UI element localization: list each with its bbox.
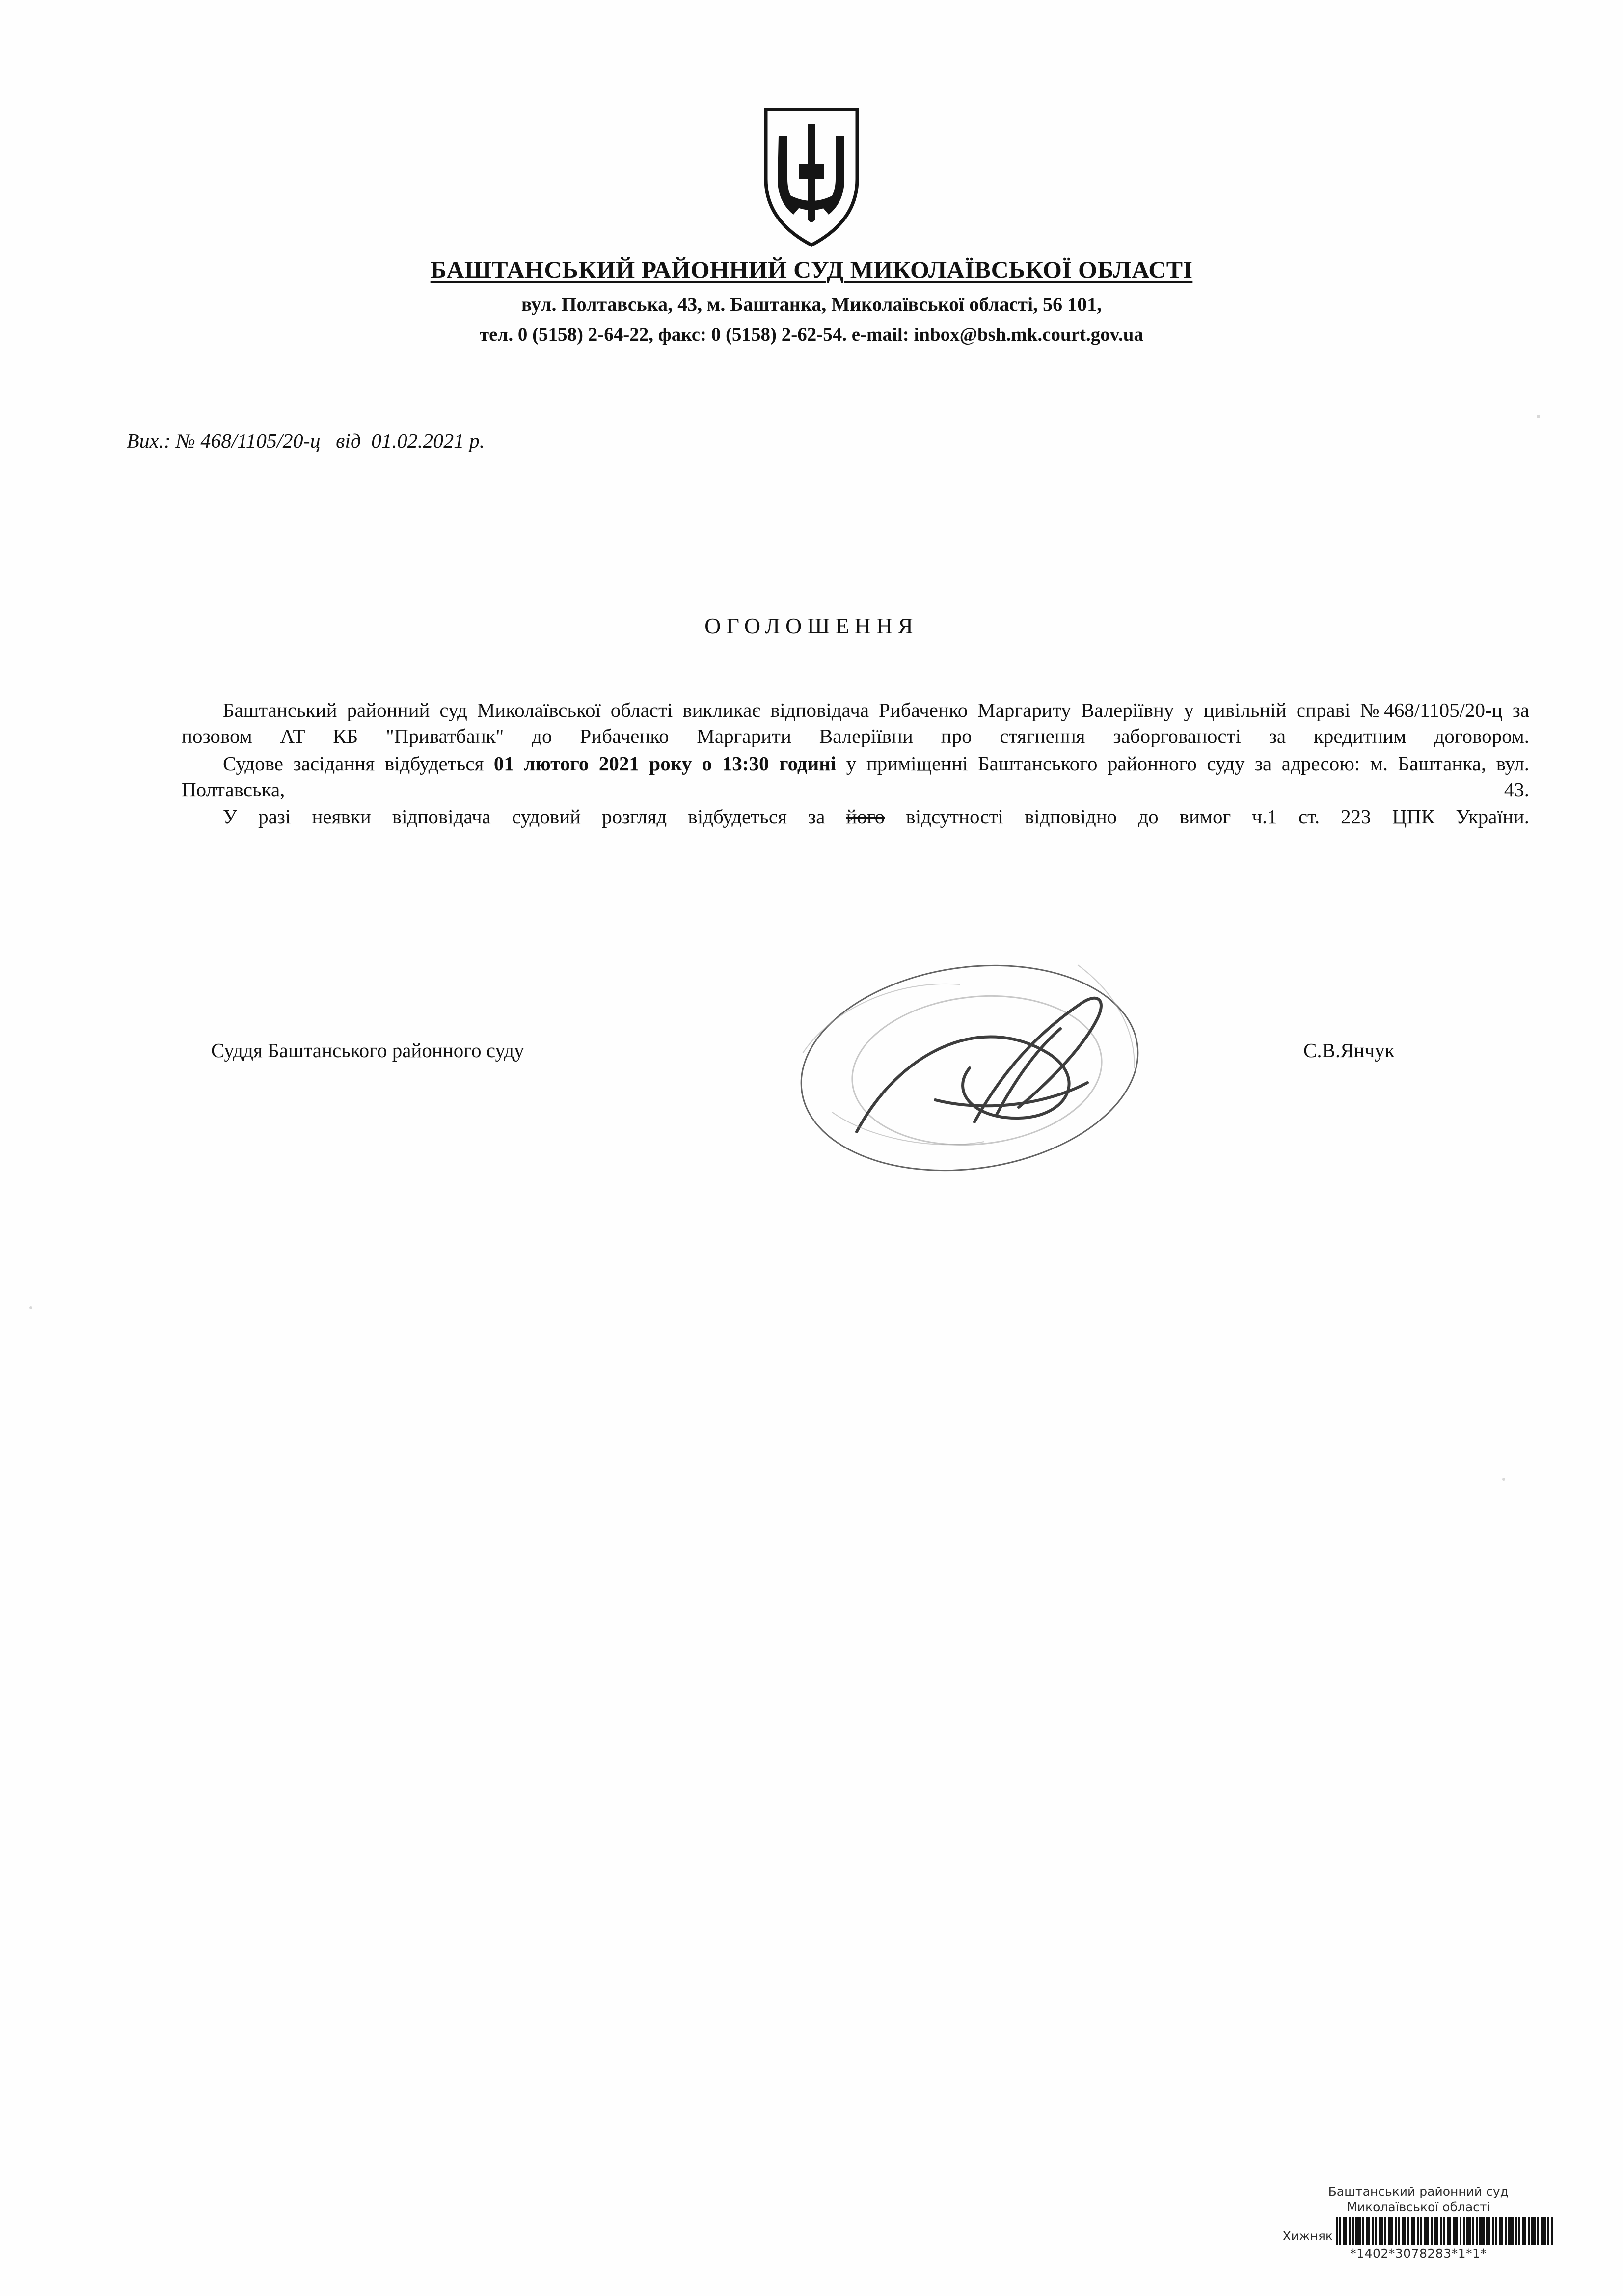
document-body [182, 697, 1529, 831]
absence-tail: відсутності відповідно до вимог ч.1 ст. 223 ЦПК України. [885, 805, 1529, 828]
emblem-container [0, 106, 1623, 248]
handwritten-signature-icon [773, 906, 1200, 1220]
signatory-title: Суддя Баштанського районного суду [211, 1039, 524, 1062]
paragraph-summons: Баштанський районний суд Миколаївської області викликає відповідача Рибаченко Маргариту Валеріївну у цивільній справі №468/1105/20-ц за позовом АТ КБ "Приватбанк" до Рибаченко Маргарити Валеріївни про стягнення заборгованості за кредитним договором. [182, 699, 1529, 748]
barcode-row [1283, 2217, 1554, 2245]
outgoing-reference: Вих.: № 468/1105/20-ц від 01.02.2021 р. [127, 430, 485, 453]
court-name: БАШТАНСЬКИЙ РАЙОННИЙ СУД МИКОЛАЇВСЬКОЇ ОБЛАСТІ [430, 256, 1193, 283]
absence-struck-word: його [846, 805, 885, 828]
barcode-number: *1402*3078283*1*1* [1350, 2246, 1487, 2261]
court-header [0, 255, 1623, 346]
footer-stamp [1283, 2184, 1554, 2261]
court-contacts: тел. 0 (5158) 2-64-22, факс: 0 (5158) 2-62-54. e-mail: inbox@bsh.mk.court.gov.ua [479, 324, 1144, 345]
page-title: ОГОЛОШЕННЯ [704, 613, 919, 638]
stamp-court-name: Баштанський районний суд [1328, 2184, 1509, 2199]
court-address: вул. Полтавська, 43, м. Баштанка, Миколаївської області, 56 101, [521, 293, 1102, 315]
hearing-tail: у приміщенні Баштанського районного суду за адресою: м. Баштанка, вул. Полтавська, 43. [182, 752, 1530, 801]
barcode-icon [1336, 2217, 1554, 2245]
absence-lead: У разі неявки відповідача судовий розгляд відбудеться за [223, 805, 846, 828]
hearing-lead: Судове засідання відбудеться [223, 752, 494, 775]
hearing-datetime: 01 лютого 2021 року о 13:30 годині [493, 752, 837, 775]
paragraph-hearing [182, 751, 1529, 803]
scan-speck [1537, 415, 1540, 418]
signatory-name: С.В.Янчук [1303, 1039, 1395, 1062]
scan-speck [29, 1306, 32, 1309]
paragraph-absence [182, 804, 1529, 830]
operator-name: Хижняк [1282, 2229, 1333, 2243]
ukraine-trident-emblem-icon [760, 106, 863, 248]
stamp-region: Миколаївської області [1347, 2199, 1490, 2214]
scan-speck [1502, 1478, 1505, 1481]
